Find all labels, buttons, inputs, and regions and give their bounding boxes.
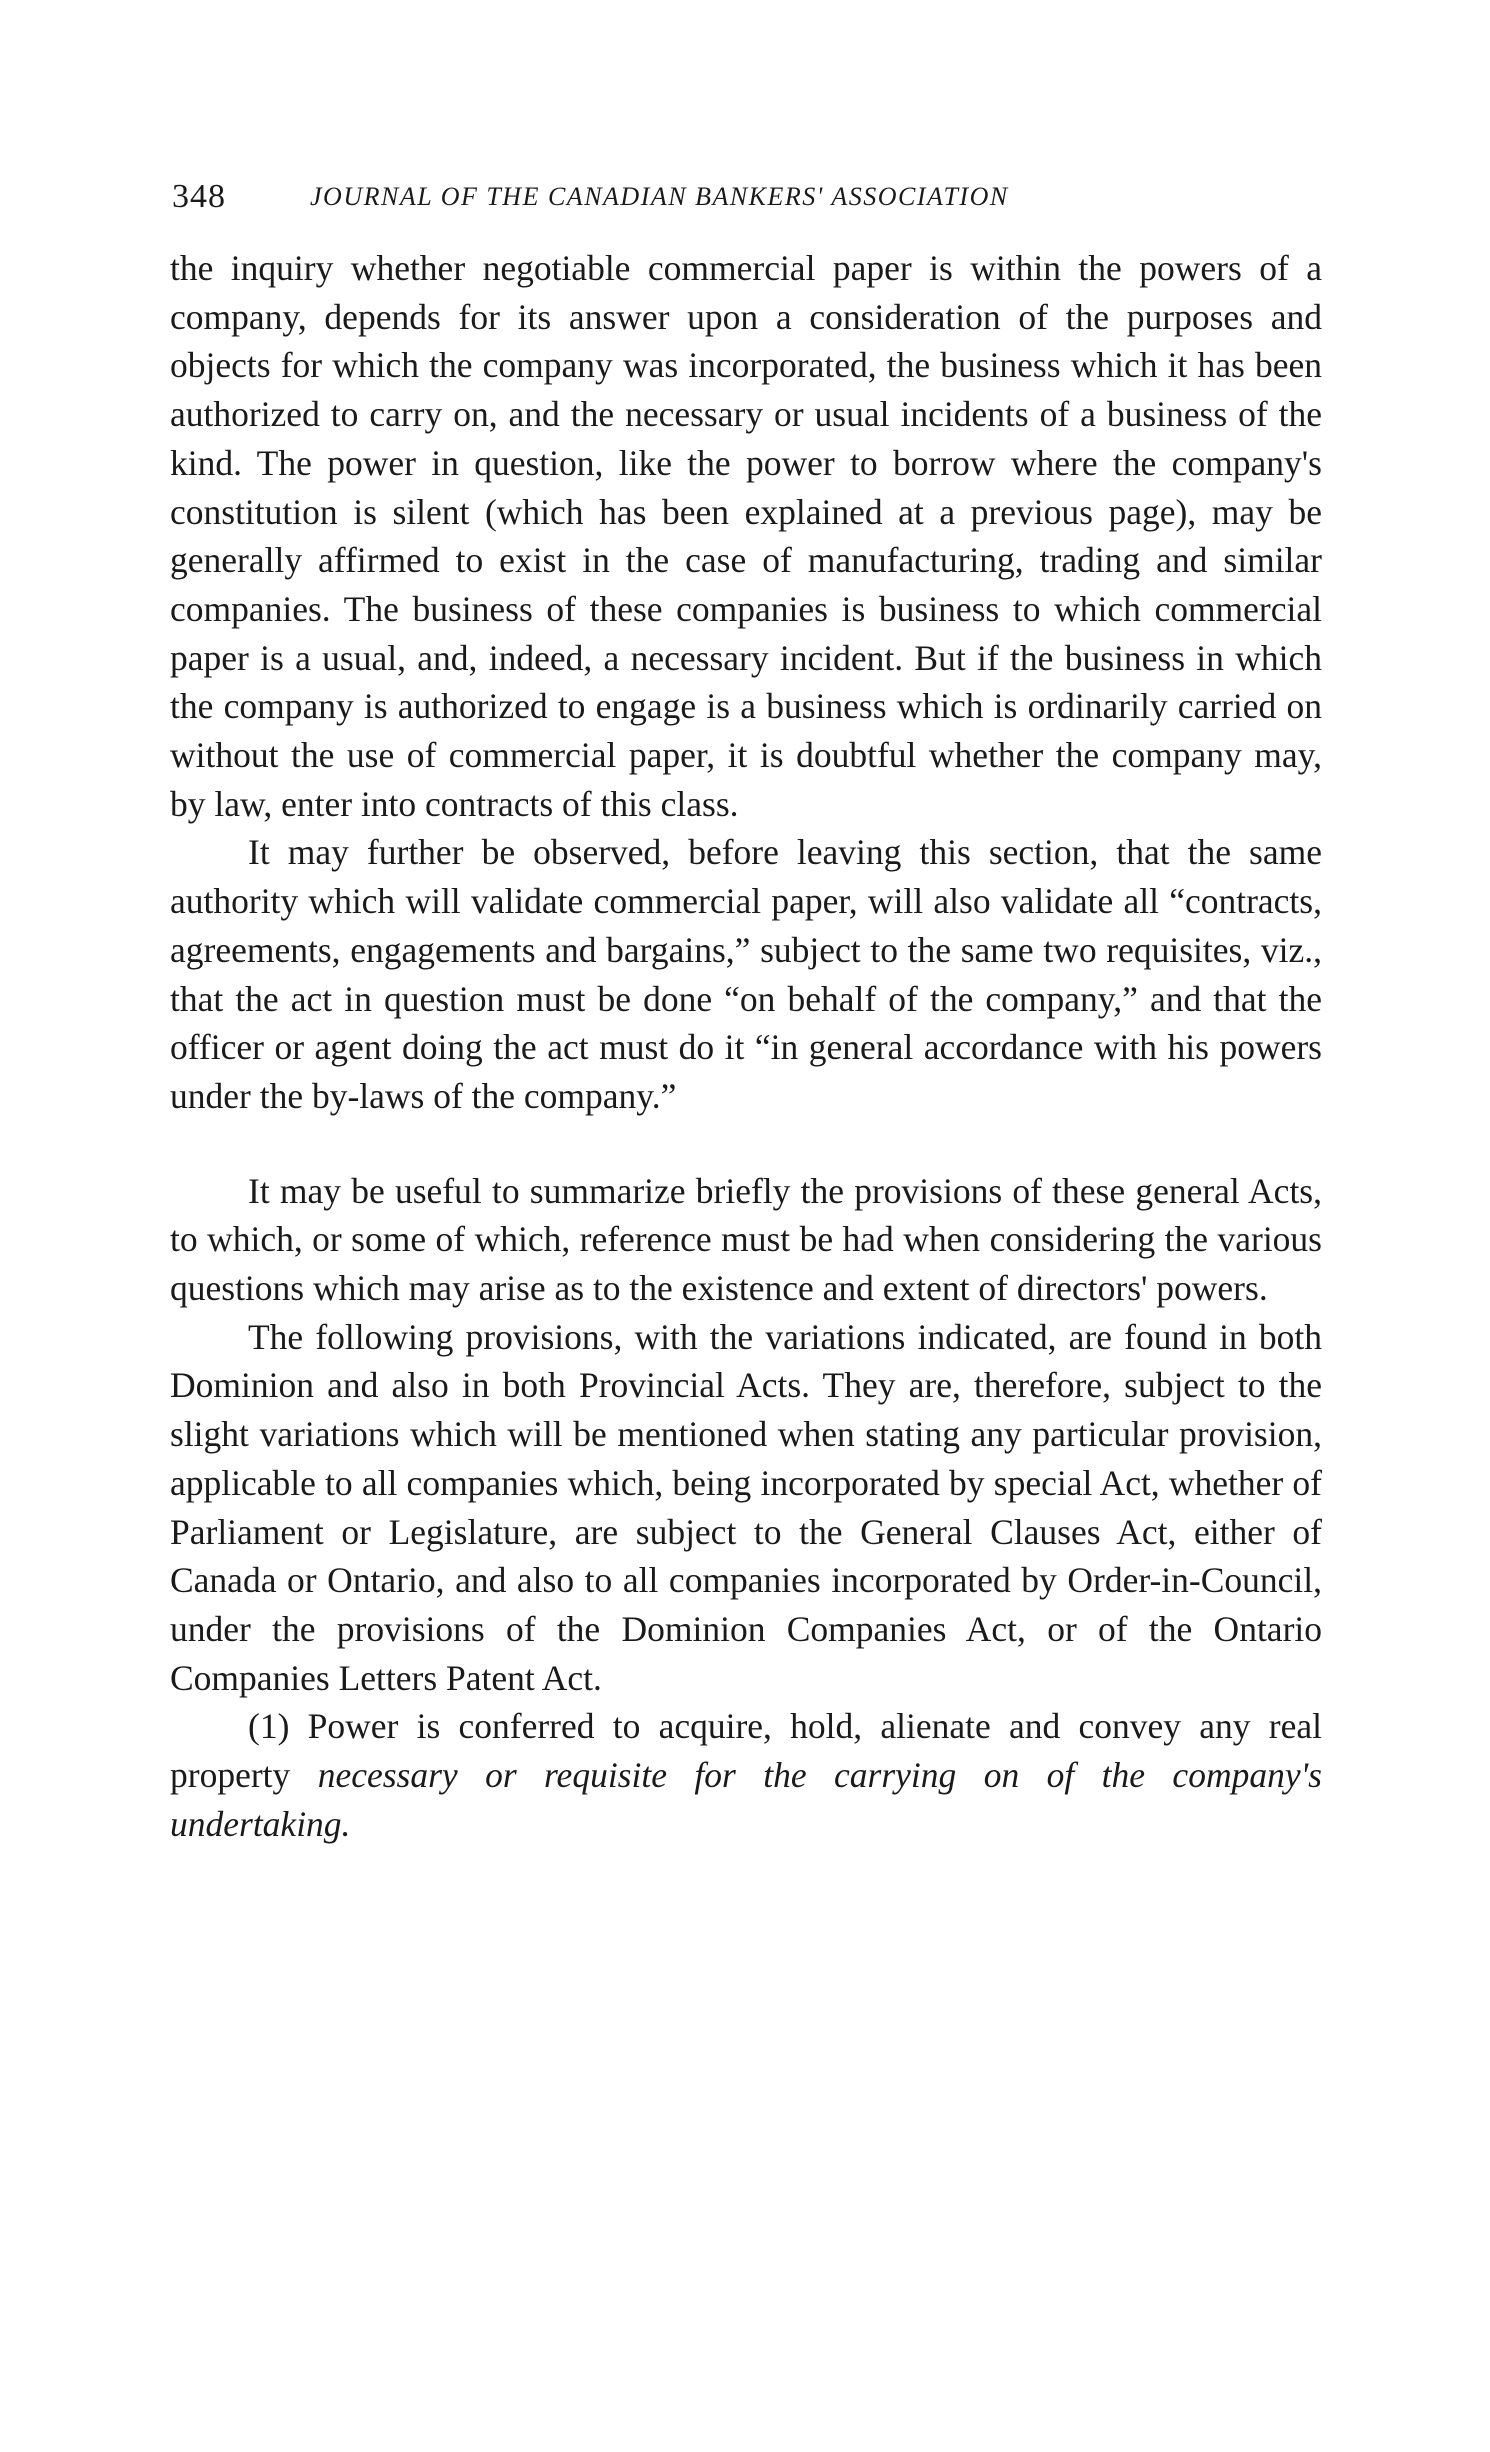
provision-1-italic-text: necessary or requisite for the carrying on of the company's undertaking. (170, 1755, 1322, 1844)
paragraph-further-observation: It may further be observed, before leaving this section, that the same authority which will validate commercial paper, will also validate all “contracts, agreements, engagements and bargains,” subject to the same two requisites, viz., that the act in question must be done “on behalf of the company,” and that the officer or agent doing the act must do it “in general accordance with his powers under the by-laws of the company.” (170, 832, 1322, 1116)
paragraph-provision-1 (170, 1702, 1322, 1848)
running-title: JOURNAL OF THE CANADIAN BANKERS' ASSOCIATION (310, 182, 1009, 211)
paragraph-following-provisions: The following provisions, with the variations indicated, are found in both Dominion and also in both Provincial Acts. They are, therefore, subject to the slight variations which will be mentioned when stating any particular provision, applicable to all companies which, being incorporated by special Act, whether of Parliament or Legislature, are subject to the General Clauses Act, either of Canada or Ontario, and also to all companies incorporated by Order-in-Council, under the provisions of the Dominion Companies Act, or of the Ontario Companies Letters Patent Act. (170, 1316, 1322, 1698)
page-header (172, 172, 1312, 222)
paragraph-continued: the inquiry whether negotiable commercial paper is within the powers of a company, depends for its answer upon a consideration of the purposes and objects for which the company was incorporated, the business which it has been authorized to carry on, and the necessary or usual incidents of a business of the kind. The power in question, like the power to borrow where the company's constitution is silent (which has been explained at a previous page), may be generally affirmed to exist in the case of manufacturing, trading and similar companies. The business of these companies is business to which commercial paper is a usual, and, indeed, a necessary incident. But if the business in which the company is authorized to engage is a business which is ordinarily carried on without the use of commercial paper, it is doubtful whether the company may, by law, enter into contracts of this class. (170, 248, 1322, 824)
body-text (170, 244, 1322, 1849)
page-number: 348 (172, 178, 226, 215)
provision-1-text: (1) Power is conferred to acquire, hold, alienate and convey any real property (170, 1706, 1322, 1796)
paragraph-summary-intro: It may be useful to summarize briefly the provisions of these general Acts, to which, or some of which, reference must be had when considering the various questions which may arise as to the existence and extent of directors' powers. (170, 1170, 1322, 1309)
